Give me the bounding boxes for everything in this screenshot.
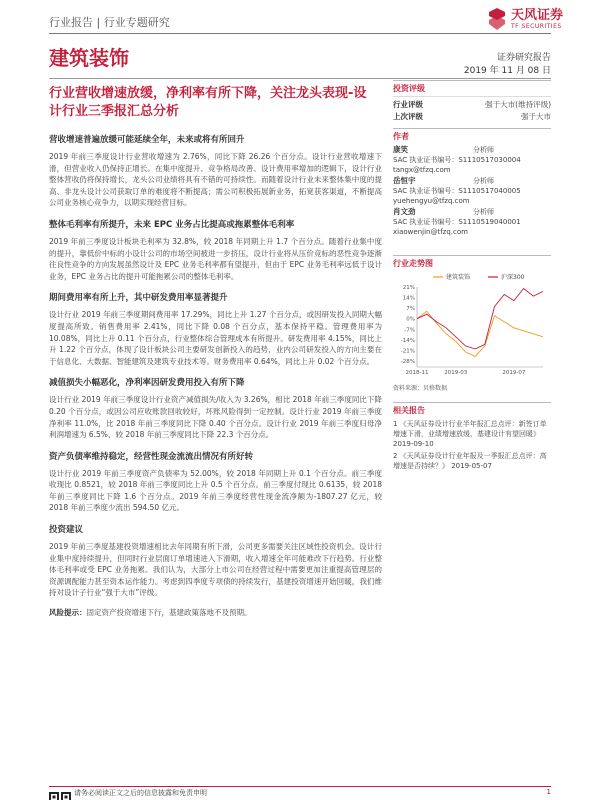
author-entry xyxy=(393,145,551,175)
section-heading: 减值损失小幅恶化，净利率因研发费用投入有所下降 xyxy=(49,378,245,389)
legend-label: 沪深300 xyxy=(501,274,525,281)
author-entry xyxy=(393,207,551,237)
section-6 xyxy=(49,523,382,599)
section-3 xyxy=(49,291,382,367)
section-heading: 资产负债率维持稳定，经营性现金流流出情况有所好转 xyxy=(49,451,254,462)
author-name: 康笑 xyxy=(393,145,408,154)
page-number: 1 xyxy=(546,788,551,796)
rating-row: 上次评级 强于大市 xyxy=(393,112,551,121)
author-sac: SAC 执业证书编号：S1110517040005 xyxy=(393,187,521,195)
author-email[interactable]: tangx@tfzq.com xyxy=(393,166,451,174)
tf-logo-icon xyxy=(487,8,507,30)
related-item[interactable]: 1 《天风证券设计行业半年报汇总点评：新签订单增速下滑，业绩增速放缓，基建设计有望回暖》 2019-09-10 xyxy=(393,420,547,448)
section-heading: 期间费用率有所上升，其中研发费用率显著提升 xyxy=(49,293,228,304)
author-email[interactable]: xiaowenjin@tfzq.com xyxy=(393,228,468,236)
y-tick-label: -28% xyxy=(400,358,415,365)
rating-panel xyxy=(393,80,551,123)
header-category: 行业报告 | 行业专题研究 xyxy=(49,16,170,29)
y-tick-label: 21% xyxy=(402,285,415,291)
section-1 xyxy=(49,133,382,209)
x-tick-label: 2019-07 xyxy=(502,370,526,376)
author-role: 分析师 xyxy=(473,208,494,216)
rating-row: 行业评级 强于大市(维持评级) xyxy=(393,100,551,109)
section-body: 2019 年前三季度设计行业营收增速为 2.76%，同比下降 26.26 个百分点。设计行业营收增速下滑，但营业收入仍保持正增长。在集中度提升、竞争格局改善、设计费用率增加的逻辑下，设计行业整体营收仍将保持增长，龙头公司业绩将具有不错的可持续性。而随着设计行业未来整体集中度的提高、非龙头设计公司获取订单的难度将不断提高；需公司积极拓展新业务，拓宽获客渠道，不断提高公司业务核心竞争力，以期实现经营目标。 xyxy=(49,152,382,208)
author-role: 分析师 xyxy=(473,146,494,154)
logo-sub: TF SECURITIES xyxy=(511,22,562,30)
y-tick-label: 0% xyxy=(406,316,415,323)
section-heading: 整体毛利率有所提升，未来 EPC 业务占比提高或拖累整体毛利率 xyxy=(49,219,295,230)
brand-logo xyxy=(487,8,563,30)
chart-source: 资料来源：贝格数据 xyxy=(393,385,448,392)
series-line-2 xyxy=(417,289,543,349)
risk-text: 固定资产投资增速下行，基建政策落地不及预期。 xyxy=(86,608,252,618)
y-tick-label: 7% xyxy=(406,306,415,313)
report-type: 证券研究报告 xyxy=(496,53,551,63)
x-tick-label: 2018-11 xyxy=(405,370,429,376)
author-sac: SAC 执业证书编号：S1110519040001 xyxy=(393,218,521,226)
footer-disclaimer: 请务必阅读正文之后的信息披露和免责申明 xyxy=(74,789,207,797)
section-heading: 营收增速普遍放缓可能延续全年，未来或将有所回升 xyxy=(49,135,245,145)
series-line-1 xyxy=(417,311,543,356)
author-entry xyxy=(393,176,551,206)
x-tick-label: 2019-03 xyxy=(444,370,468,376)
footer-divider xyxy=(49,786,551,787)
author-email[interactable]: yuehengyu@tfzq.com xyxy=(393,197,470,205)
main-content xyxy=(49,133,382,619)
logo-name: 天风证券 xyxy=(511,7,564,23)
author-sac: SAC 执业证书编号：S1110517030004 xyxy=(393,156,521,164)
related-panel xyxy=(393,402,551,471)
title-divider xyxy=(49,78,551,79)
section-body: 设计行业 2019 年前三季度设计行业资产减值损失/收入为 3.26%，相比 2018 年前三季度同比下降 0.20 个百分点，或因公司应收账款回收较好，坏账风险得到一定控制。设计行业 2019 年前三季度净利率 11.0%，比 2018 年前三季度同比下降 0.40 个百分点。设计行业 2019 年前三季度归母净利润增速为 6.5%，较 2018 年前三季度同比下降 22.3 个百分点。 xyxy=(49,395,382,440)
trend-heading: 行业走势图 xyxy=(393,255,551,269)
author-name: 肖文劲 xyxy=(393,207,416,216)
risk-label: 风险提示： xyxy=(49,608,87,618)
report-date: 2019 年 11 月 08 日 xyxy=(463,66,551,76)
industry-name: 建筑装饰 xyxy=(49,46,129,70)
y-tick-label: -14% xyxy=(400,337,415,344)
author-name: 岳恒宇 xyxy=(393,176,416,185)
related-heading: 相关报告 xyxy=(393,402,551,416)
section-4 xyxy=(49,376,382,440)
section-body: 2019 年前三季度基建投资增速相比去年同期有所下滑，公司更多需要关注区域性投资机会。设计行业集中度持续提升，但同时行业层面订单增速进入下滑期，收入增速全年可能难改下行趋势。行业整体毛利率或受 EPC 业务拖累。我们认为，大部分上市公司在经营过程中需要更加注重提高管理层的资源调配能力甚至资本运作能力。考虑到四季度专项债的持续发行，基建投资增速开始回暖，我们维持对设计子行业“强于大市”评级。 xyxy=(49,542,382,598)
y-tick-label: -7% xyxy=(404,327,415,334)
related-item[interactable]: 2 《天风证券设计行业年报及一季报汇总点评：高增速是否持续？》 2019-05-07 xyxy=(393,452,547,470)
y-tick-label: 14% xyxy=(402,295,415,302)
qr-code-icon xyxy=(49,787,71,797)
section-body: 2019 年前三季度设计板块毛利率为 32.8%，较 2018 年同期上升 1.7 个百分点。随着行业集中度的提升，靠低价中标的小设计公司的市场空间被进一步挤压，设计行业将从压价竞标的恶性竞争逐渐往良性竞争的方向发展虽然设计及 EPC 业务毛利率都有望提升，但由于 EPC 业务毛利率远低于设计业务，EPC 业务占比的提升可能拖累公司的整体毛利率。 xyxy=(49,236,382,281)
y-tick-label: -21% xyxy=(400,348,415,355)
header-divider xyxy=(49,33,551,34)
rating-heading: 投资评级 xyxy=(393,80,551,94)
section-body: 设计行业 2019 年前三季度期间费用率 17.29%，同比上升 1.27 个百分点，或因研发投入同期大幅度提高所致。销售费用率 2.41%，同比下降 0.08 个百分点，基本保持平稳。管理费用率为 10.08%，同比上升 0.11 个百分点，行业整体综合管理成本有所提升。研发费用率 4.15%，同比上升 1.22 个百分点，体现了设计板块公司主要研发创新投入的趋势，业内公司研发投入的方向主要在于信息化、大数据、智能建筑及建筑专业技术等。财务费用率 0.64%，同比上升 0.02 个百分点。 xyxy=(49,310,382,366)
trend-chart xyxy=(393,271,551,379)
section-5 xyxy=(49,450,382,514)
section-body: 设计行业 2019 年前三季度资产负债率为 52.00%，较 2018 年同期上升 0.1 个百分点。前三季度收现比 0.8521，较 2018 年前三季度同比上升 0.5 个百分点。前三季度付现比 0.6135，较 2018 年前三季度同比下降 1.6 个百分点。2019 年前三季度经营性现金流净额为-1807.27 亿元，较 2018 年前三季度少流出 594.50 亿元。 xyxy=(49,468,382,513)
author-role: 分析师 xyxy=(473,177,494,185)
section-2 xyxy=(49,218,382,282)
author-panel xyxy=(393,128,551,237)
section-heading: 投资建议 xyxy=(49,525,84,536)
author-heading: 作者 xyxy=(393,128,551,142)
risk-warning xyxy=(49,607,382,619)
trend-panel xyxy=(393,255,551,392)
legend-label: 建筑装饰 xyxy=(446,274,471,281)
report-title: 行业营收增速放缓，净利率有所下降，关注龙头表现-设计行业三季报汇总分析 xyxy=(49,86,367,119)
